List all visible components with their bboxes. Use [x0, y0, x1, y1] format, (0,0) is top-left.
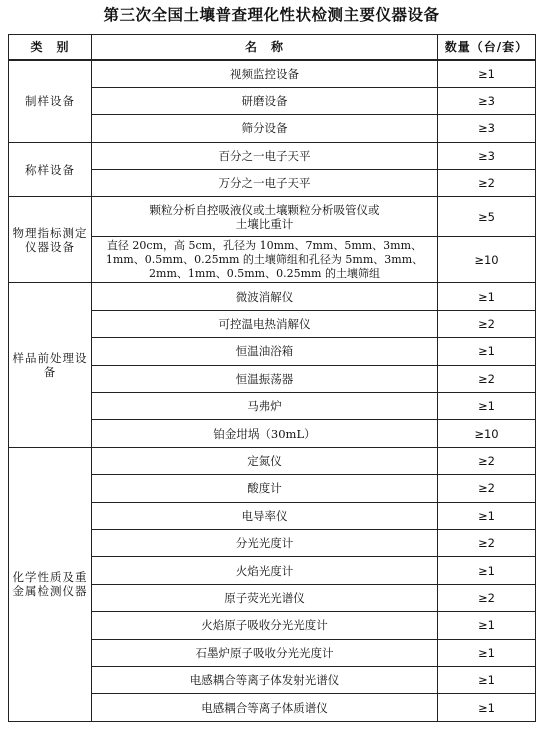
category-cell: 制样设备: [9, 60, 92, 142]
item-name: 火焰光度计: [92, 557, 438, 584]
header-quantity: 数量（台/套）: [438, 35, 536, 61]
item-name: 颗粒分析自控吸液仪或土壤颗粒分析吸管仪或土壤比重计: [92, 197, 438, 237]
table-row: [9, 447, 536, 474]
category-cell: 样品前处理设备: [9, 283, 92, 447]
item-name: 分光光度计: [92, 529, 438, 556]
equipment-table: [8, 34, 536, 722]
table-row: [9, 197, 536, 237]
item-qty: ≥1: [438, 60, 536, 87]
item-name: 石墨炉原子吸收分光光度计: [92, 639, 438, 666]
table-row: [9, 283, 536, 310]
item-qty: ≥1: [438, 338, 536, 365]
item-name: 电导率仪: [92, 502, 438, 529]
item-qty: ≥5: [438, 197, 536, 237]
category-cell: 物理指标测定仪器设备: [9, 197, 92, 283]
item-name: 酸度计: [92, 475, 438, 502]
header-name: 名 称: [92, 35, 438, 61]
item-name: 百分之一电子天平: [92, 142, 438, 169]
item-name: 视频监控设备: [92, 60, 438, 87]
item-qty: ≥2: [438, 447, 536, 474]
item-qty: ≥2: [438, 475, 536, 502]
item-qty: ≥1: [438, 694, 536, 721]
item-name: 电感耦合等离子体发射光谱仪: [92, 666, 438, 693]
document-title: 第三次全国土壤普查理化性状检测主要仪器设备: [103, 6, 440, 24]
item-qty: ≥1: [438, 283, 536, 310]
item-name: 万分之一电子天平: [92, 170, 438, 197]
item-qty: ≥2: [438, 584, 536, 611]
item-name: 恒温振荡器: [92, 365, 438, 392]
item-qty: ≥10: [438, 237, 536, 283]
item-qty: ≥1: [438, 557, 536, 584]
table-row: [9, 142, 536, 169]
item-qty: ≥2: [438, 365, 536, 392]
item-qty: ≥2: [438, 310, 536, 337]
item-name: 可控温电热消解仪: [92, 310, 438, 337]
item-name: 微波消解仪: [92, 283, 438, 310]
item-qty: ≥1: [438, 639, 536, 666]
item-name: 马弗炉: [92, 393, 438, 420]
item-name: 研磨设备: [92, 87, 438, 114]
category-cell: 化学性质及重金属检测仪器: [9, 447, 92, 721]
table-header-row: [9, 35, 536, 61]
category-cell: 称样设备: [9, 142, 92, 197]
item-name: 恒温油浴箱: [92, 338, 438, 365]
item-qty: ≥3: [438, 87, 536, 114]
header-category: 类 别: [9, 35, 92, 61]
table-row: [9, 60, 536, 87]
item-qty: ≥10: [438, 420, 536, 447]
item-qty: ≥3: [438, 115, 536, 142]
item-qty: ≥2: [438, 170, 536, 197]
item-name: 原子荧光光谱仪: [92, 584, 438, 611]
item-qty: ≥1: [438, 666, 536, 693]
item-qty: ≥1: [438, 612, 536, 639]
item-name: 筛分设备: [92, 115, 438, 142]
item-qty: ≥1: [438, 393, 536, 420]
item-name: 定氮仪: [92, 447, 438, 474]
item-qty: ≥3: [438, 142, 536, 169]
item-name: 电感耦合等离子体质谱仪: [92, 694, 438, 721]
item-name: 火焰原子吸收分光光度计: [92, 612, 438, 639]
item-qty: ≥1: [438, 502, 536, 529]
item-qty: ≥2: [438, 529, 536, 556]
item-name: 铂金坩埚（30mL）: [92, 420, 438, 447]
item-name: 直径 20cm，高 5cm，孔径为 10mm、7mm、5mm、3mm、1mm、0.5mm、0.25mm 的土壤筛组和孔径为 5mm、3mm、2mm、1mm、0.5mm、0.25mm 的土壤筛组: [92, 237, 438, 283]
